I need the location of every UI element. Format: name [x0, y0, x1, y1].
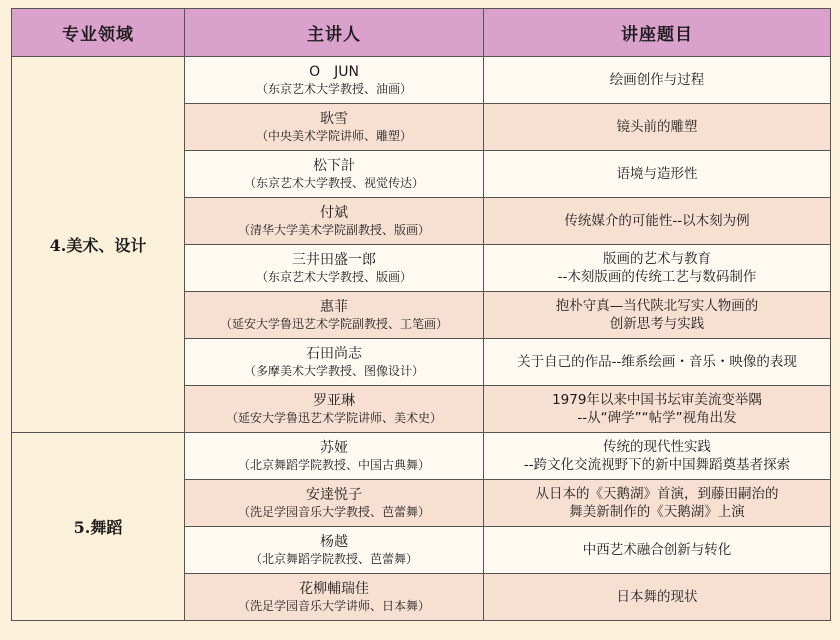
speaker-affiliation: （延安大学鲁迅艺术学院副教授、工笔画）	[219, 316, 448, 331]
topic-cell	[484, 292, 831, 339]
speaker-name: 石田尚志	[306, 345, 362, 362]
topic-cell	[484, 527, 831, 574]
header-field: 专业领域	[12, 9, 185, 57]
table-row	[12, 57, 831, 104]
speaker-cell	[185, 245, 484, 292]
speaker-name: 松下計	[313, 157, 355, 174]
speaker-name: 安達悦子	[306, 486, 362, 503]
speaker-cell	[185, 339, 484, 386]
field-cell: 5.舞蹈	[12, 433, 185, 621]
speaker-affiliation: （洗足学园音乐大学教授、芭蕾舞）	[237, 504, 430, 519]
header-row	[12, 9, 831, 57]
speaker-cell	[185, 198, 484, 245]
header-speaker: 主讲人	[185, 9, 484, 57]
speaker-affiliation: （东京艺术大学教授、视觉传达）	[243, 175, 424, 190]
topic-line: 传统的现代性实践	[603, 439, 711, 455]
speaker-affiliation: （东京艺术大学教授、油画）	[255, 81, 412, 96]
topic-line: 日本舞的现状	[616, 589, 698, 605]
speaker-affiliation: （清华大学美术学院副教授、版画）	[237, 222, 430, 237]
topic-cell	[484, 104, 831, 151]
topic-cell	[484, 386, 831, 433]
speaker-affiliation: （北京舞蹈学院教授、中国古典舞）	[237, 457, 430, 472]
speaker-cell	[185, 527, 484, 574]
topic-line: 抱朴守真—当代陕北写实人物画的	[555, 298, 759, 314]
speaker-cell	[185, 151, 484, 198]
speaker-affiliation: （北京舞蹈学院教授、芭蕾舞）	[249, 551, 418, 566]
speaker-name: 三井田盛一郎	[292, 251, 376, 268]
topic-line: 关于自己的作品--维系绘画・音乐・映像的表现	[517, 354, 797, 370]
speaker-affiliation: （东京艺术大学教授、版画）	[255, 269, 412, 284]
topic-cell	[484, 339, 831, 386]
speaker-affiliation: （延安大学鲁迅艺术学院讲师、美术史）	[225, 410, 442, 425]
speaker-cell	[185, 386, 484, 433]
topic-line: 语境与造形性	[616, 166, 698, 182]
speaker-name: 罗亚琳	[313, 392, 355, 409]
table-body	[12, 57, 831, 621]
topic-line: 版画的艺术与教育	[603, 251, 711, 267]
field-cell: 4.美术、设计	[12, 57, 185, 433]
speaker-name: 苏娅	[320, 439, 348, 456]
topic-line: 1979年以来中国书坛审美流变举隅	[552, 392, 762, 408]
speaker-cell	[185, 292, 484, 339]
speaker-affiliation: （中央美术学院讲师、雕塑）	[255, 128, 412, 143]
speaker-cell	[185, 433, 484, 480]
speaker-name: 付斌	[320, 204, 348, 221]
lecture-table	[11, 8, 831, 621]
topic-cell	[484, 198, 831, 245]
header-topic: 讲座题目	[484, 9, 831, 57]
speaker-name: O JUN	[309, 63, 359, 80]
topic-line: --从“碑学”“帖学”视角出发	[577, 410, 737, 426]
topic-line: 舞美新制作的《天鹅湖》上演	[569, 504, 745, 520]
speaker-cell	[185, 574, 484, 621]
speaker-name: 惠菲	[320, 298, 348, 315]
topic-cell	[484, 480, 831, 527]
topic-line: 创新思考与实践	[609, 316, 705, 332]
topic-line: 绘画创作与过程	[609, 72, 705, 88]
topic-line: 从日本的《天鹅湖》首演，到藤田嗣治的	[535, 486, 779, 502]
topic-cell	[484, 151, 831, 198]
topic-line: --跨文化交流视野下的新中国舞蹈奠基者探索	[523, 457, 791, 473]
table-row	[12, 433, 831, 480]
topic-cell	[484, 433, 831, 480]
topic-line: --木刻版画的传统工艺与数码制作	[557, 269, 757, 285]
topic-line: 镜头前的雕塑	[616, 119, 698, 135]
speaker-cell	[185, 57, 484, 104]
topic-line: 中西艺术融合创新与转化	[582, 542, 732, 558]
speaker-cell	[185, 104, 484, 151]
speaker-affiliation: （多摩美术大学教授、图像设计）	[243, 363, 424, 378]
speaker-name: 花柳輔瑞佳	[299, 580, 369, 597]
topic-line: 传统媒介的可能性--以木刻为例	[564, 213, 750, 229]
topic-cell	[484, 245, 831, 292]
topic-cell	[484, 574, 831, 621]
speaker-cell	[185, 480, 484, 527]
speaker-affiliation: （洗足学园音乐大学讲师、日本舞）	[237, 598, 430, 613]
speaker-name: 耿雪	[320, 110, 348, 127]
topic-cell	[484, 57, 831, 104]
speaker-name: 杨越	[320, 533, 348, 550]
